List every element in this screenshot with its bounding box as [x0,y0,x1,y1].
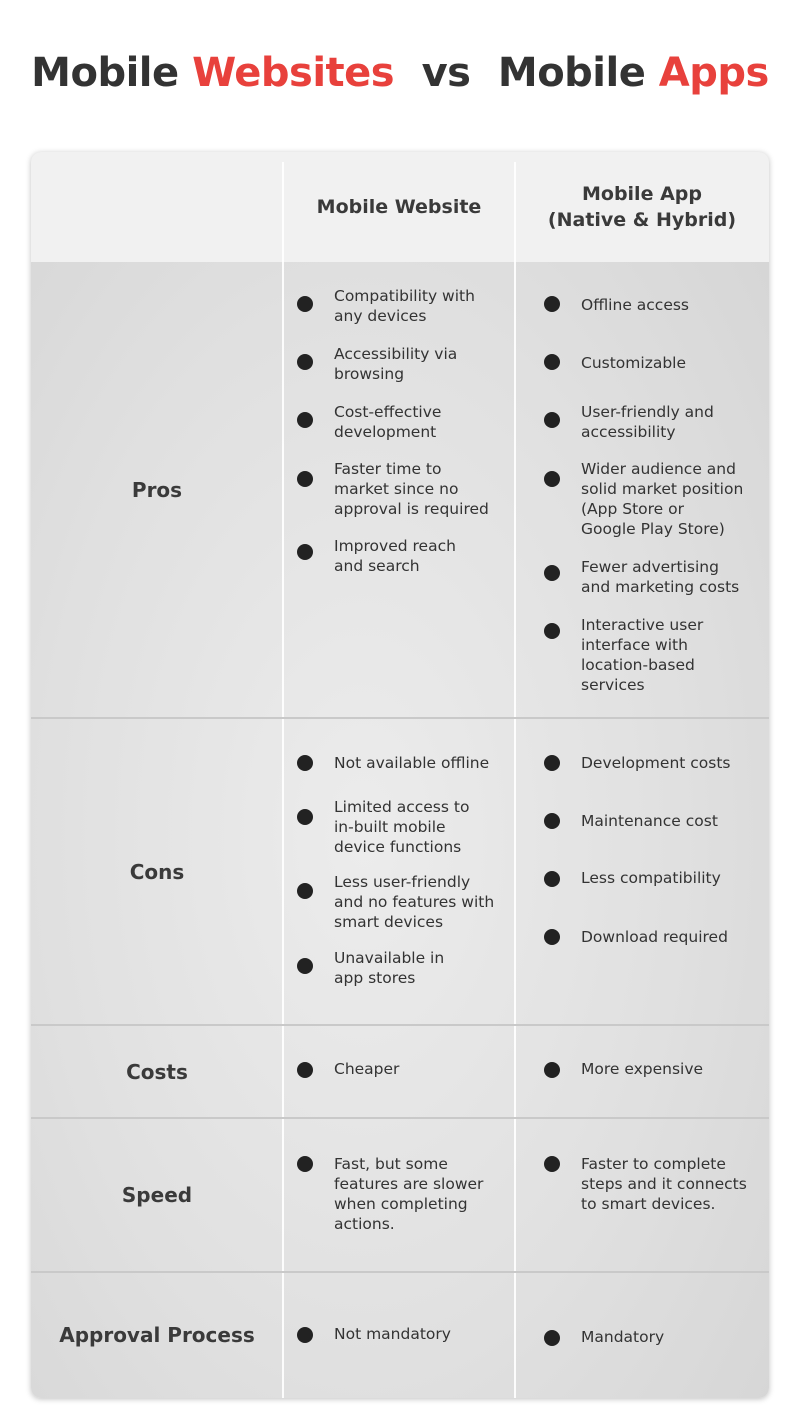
bullet-icon [544,1156,560,1172]
website-item: Cheaper [334,1060,400,1078]
website-item: Limited access to in-built mobile device functions [334,798,470,856]
bullet-icon [544,929,560,945]
bullet-icon [544,565,560,581]
website-item: Not mandatory [334,1325,451,1343]
page-title [0,50,800,96]
bullet-icon [544,471,560,487]
bullet-icon [297,296,313,312]
app-item: Fewer advertising and marketing costs [581,558,740,596]
header-mobile-website: Mobile Website [316,196,482,218]
bullet-icon [297,544,313,560]
website-item: Cost-effective development [334,403,442,441]
app-item: Mandatory [581,1328,665,1346]
bullet-icon [544,623,560,639]
bullet-icon [297,471,313,487]
website-item: Not available offline [334,754,490,772]
header-corner [31,152,283,262]
app-item: Faster to complete steps and it connects to smart devices. [581,1155,747,1213]
bullet-icon [297,1062,313,1078]
app-item: Customizable [581,354,687,372]
bullet-icon [544,813,560,829]
bullet-icon [544,1330,560,1346]
bullet-icon [544,871,560,887]
title-websites: Websites [192,50,395,96]
row-label: Pros [131,478,183,502]
app-item: Development costs [581,754,731,772]
website-item: Accessibility via browsing [334,345,458,383]
bullet-icon [544,412,560,428]
bullet-icon [544,1062,560,1078]
app-item: Interactive user interface with location-based services [581,616,704,694]
app-item: User-friendly and accessibility [581,403,714,441]
app-item: Download required [581,928,728,946]
title-mobile-2: Mobile [497,50,646,96]
app-item: Maintenance cost [581,812,718,830]
bullet-icon [544,354,560,370]
bullet-icon [544,296,560,312]
website-item: Unavailable in app stores [334,949,445,987]
website-item: Improved reach and search [334,537,456,575]
bullet-icon [297,1156,313,1172]
table-header [31,152,769,262]
title-apps: Apps [658,50,769,96]
website-item: Compatibility with any devices [334,287,475,325]
comparison-table [31,152,769,1398]
bullet-icon [544,755,560,771]
app-item: Wider audience and solid market position (App Store or Google Play Store) [581,460,744,538]
bullet-icon [297,958,313,974]
bullet-icon [297,883,313,899]
bullet-icon [297,755,313,771]
column-divider [514,162,516,1398]
title-mobile-1: Mobile [31,50,179,96]
bullet-icon [297,412,313,428]
row-label: Speed [121,1183,193,1207]
bullet-icon [297,1327,313,1343]
app-item: Offline access [581,296,690,314]
row-label: Cons [129,859,185,884]
row-label: Costs [126,1059,188,1084]
header-mobile-app: Mobile App (Native & Hybrid) [547,183,737,231]
bullet-icon [297,354,313,370]
website-item: Less user-friendly and no features with smart devices [334,873,495,931]
app-item: More expensive [581,1060,704,1078]
bullet-icon [297,809,313,825]
title-vs: vs [421,50,471,96]
row-label: Approval Process [59,1323,255,1347]
app-item: Less compatibility [581,869,721,887]
website-item: Faster time to market since no approval is required [334,460,489,518]
website-item: Fast, but some features are slower when completing actions. [334,1155,484,1233]
